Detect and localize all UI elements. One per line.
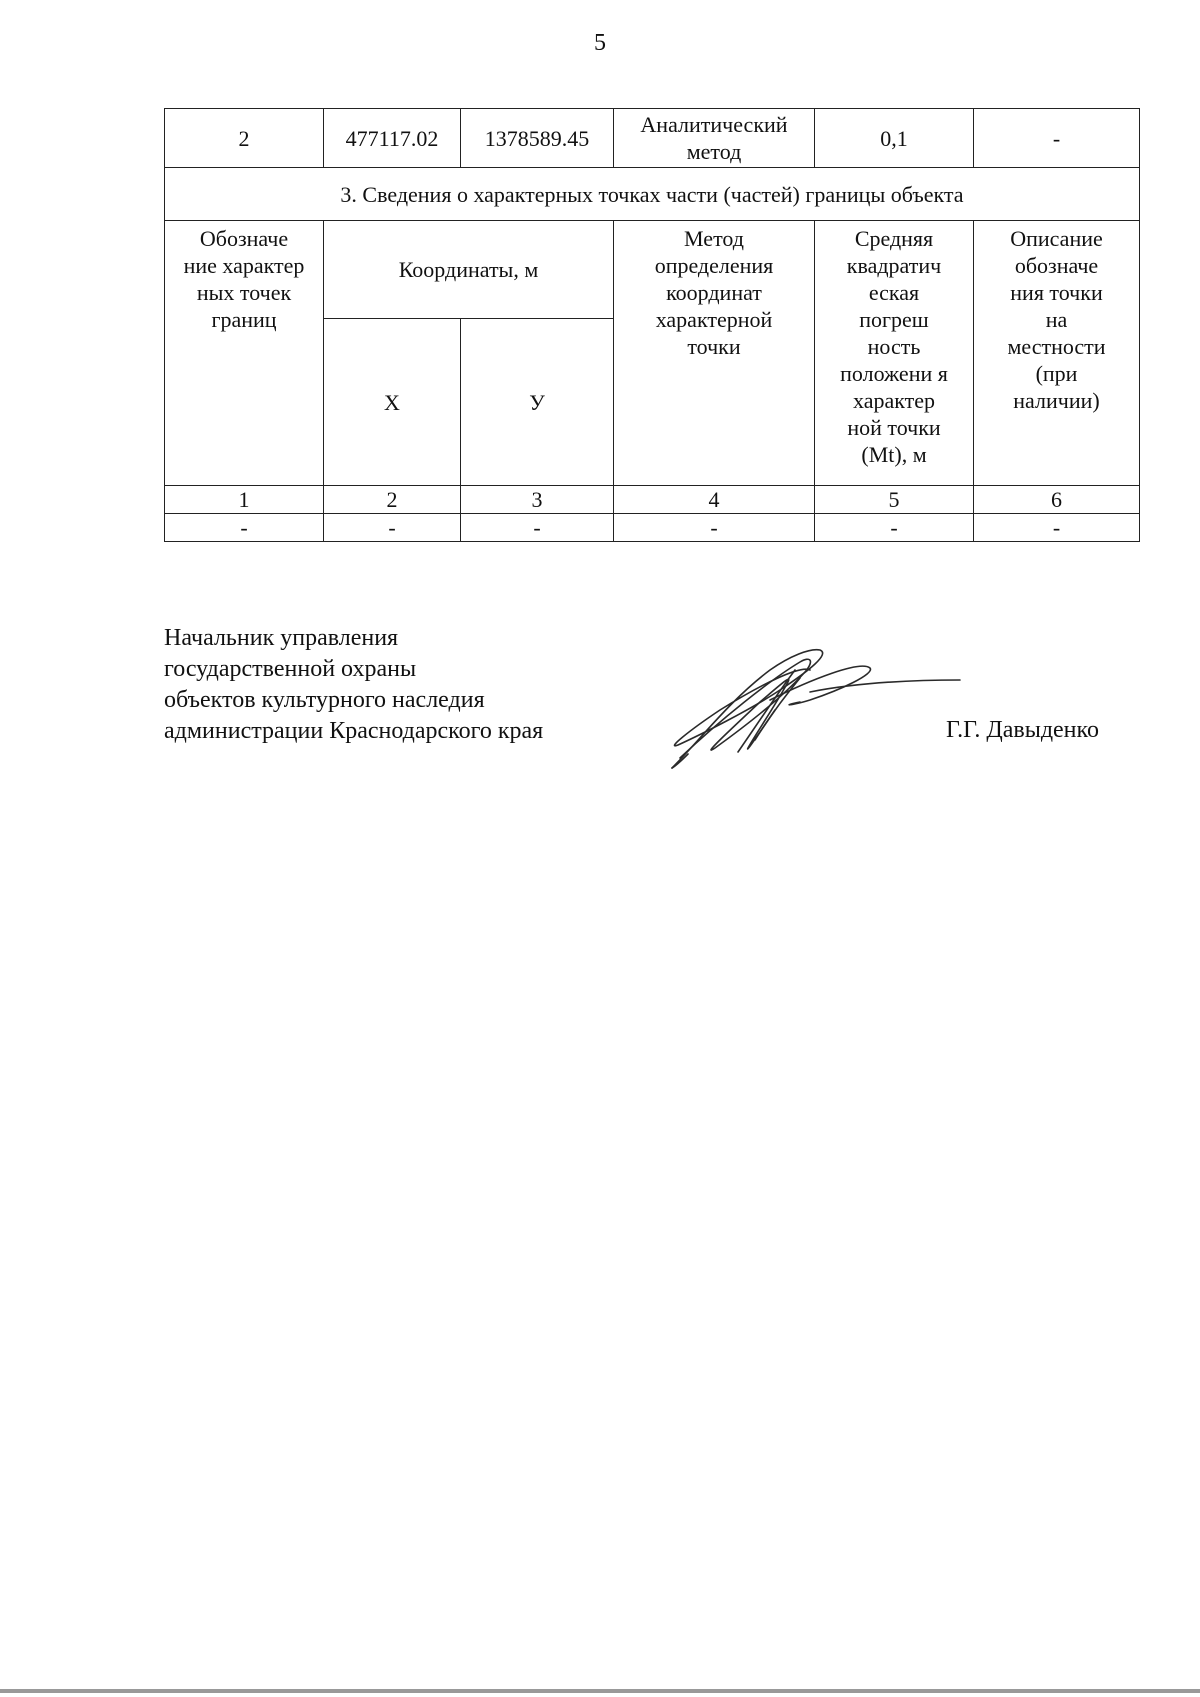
cell-error: 0,1 (815, 109, 974, 168)
signer-title-line: государственной охраны (164, 656, 417, 682)
header-error: Средняя квадратич еская погреш ность положени я характер ной точки (Mt), м (815, 221, 974, 486)
signer-title-line: объектов культурного наследия (164, 687, 485, 713)
section-title: 3. Сведения о характерных точках части (частей) границы объекта (165, 168, 1140, 221)
table-row (165, 514, 1140, 542)
dash-cell: - (815, 514, 974, 542)
signer-title (164, 623, 543, 747)
cell-x: 477117.02 (324, 109, 461, 168)
col-number: 1 (165, 486, 324, 514)
page-bottom-edge (0, 1689, 1200, 1693)
section-row (165, 168, 1140, 221)
col-number: 6 (974, 486, 1140, 514)
col-number: 2 (324, 486, 461, 514)
header-row (165, 221, 1140, 319)
dash-cell: - (165, 514, 324, 542)
cell-description: - (974, 109, 1140, 168)
header-description: Описание обозначе ния точки на местности (при наличии) (974, 221, 1140, 486)
cell-point: 2 (165, 109, 324, 168)
col-number: 3 (461, 486, 614, 514)
signer-name: Г.Г. Давыденко (946, 717, 1099, 743)
header-method: Метод определения координат характерной точки (614, 221, 815, 486)
header-x: Х (324, 319, 461, 486)
column-numbers-row (165, 486, 1140, 514)
handwritten-signature (660, 640, 980, 780)
header-y: У (461, 319, 614, 486)
table-row (165, 109, 1140, 168)
header-coordinates: Координаты, м (324, 221, 614, 319)
coordinates-table (164, 108, 1140, 542)
cell-y: 1378589.45 (461, 109, 614, 168)
signer-title-line: администрации Краснодарского края (164, 718, 544, 744)
dash-cell: - (974, 514, 1140, 542)
dash-cell: - (614, 514, 815, 542)
col-number: 5 (815, 486, 974, 514)
dash-cell: - (461, 514, 614, 542)
col-number: 4 (614, 486, 815, 514)
dash-cell: - (324, 514, 461, 542)
header-point: Обозначе ние характер ных точек границ (165, 221, 324, 486)
page-number: 5 (594, 30, 606, 56)
signer-title-line: Начальник управления (164, 625, 399, 651)
cell-method: Аналитический метод (614, 109, 815, 168)
